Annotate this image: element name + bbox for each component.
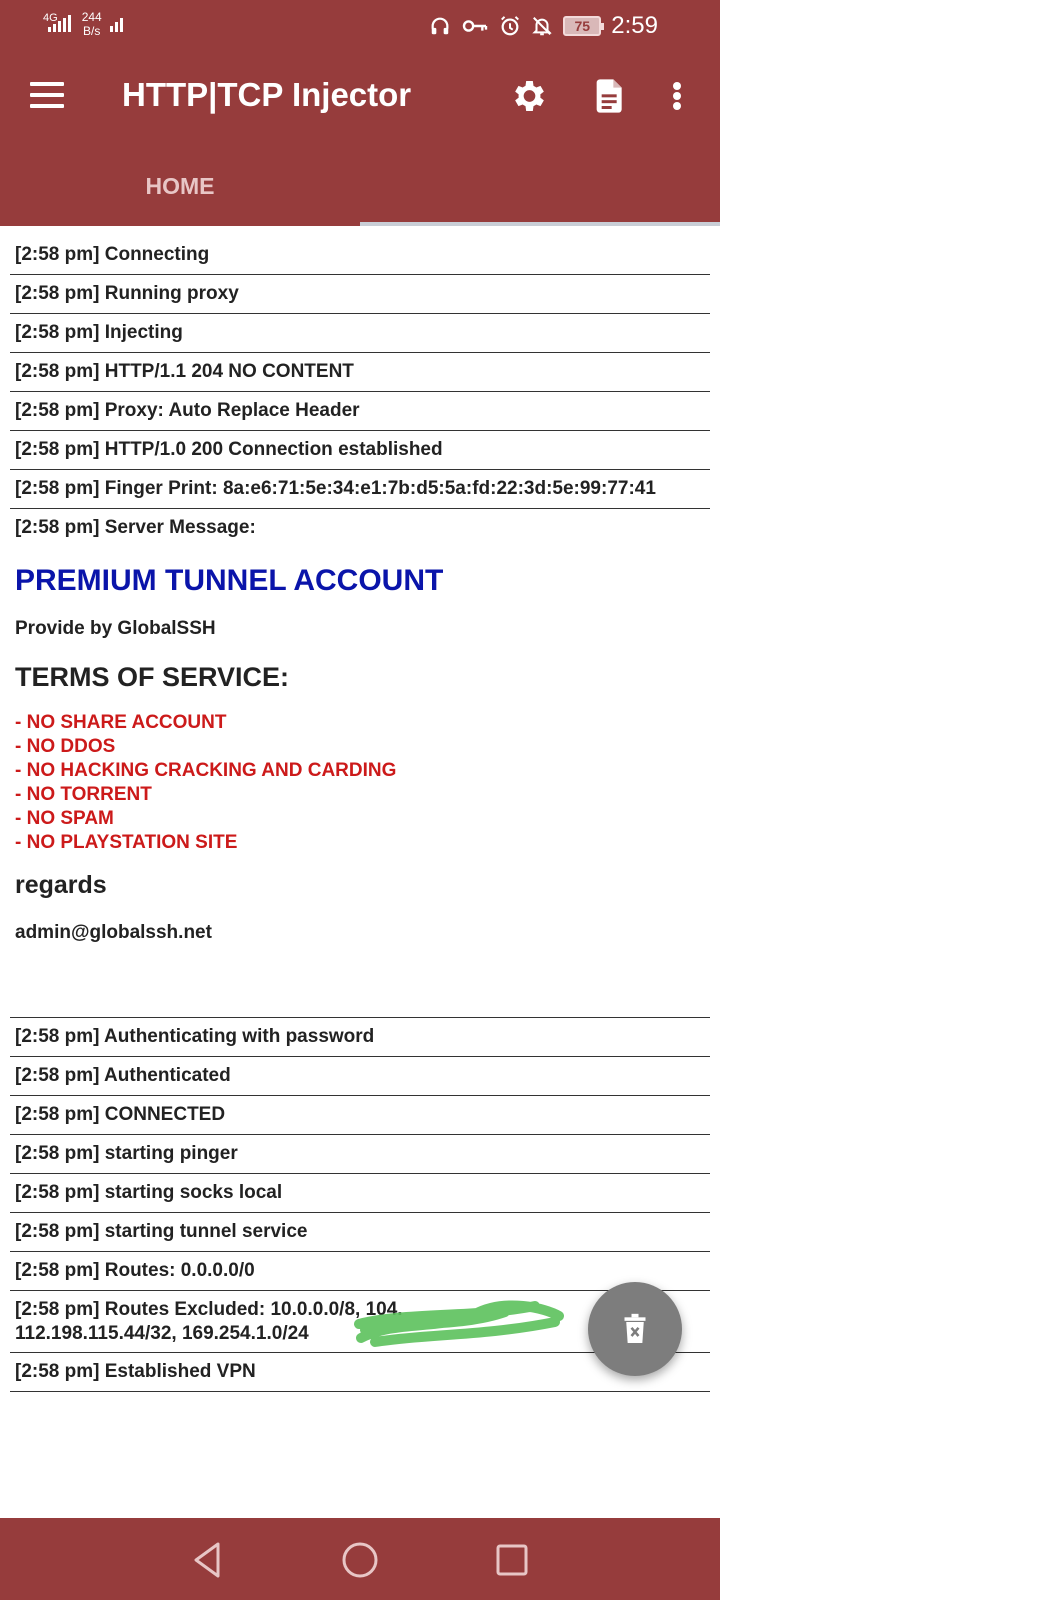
signal-2-icon (110, 14, 123, 32)
delete-icon (621, 1312, 649, 1346)
document-icon[interactable] (590, 76, 630, 116)
terms-item: - NO SHARE ACCOUNT (15, 712, 227, 733)
gear-icon[interactable] (508, 76, 548, 116)
terms-list (10, 711, 710, 855)
system-nav-bar (0, 1518, 720, 1600)
status-right (429, 12, 658, 40)
log-row: [2:58 pm] Established VPN (10, 1353, 710, 1392)
clear-log-button[interactable] (588, 1282, 682, 1376)
battery-indicator: 75 (563, 16, 601, 36)
message-title: PREMIUM TUNNEL ACCOUNT (15, 564, 444, 597)
routes-line-2: 112.198.115.44/32, 169.254.1.0/24 (15, 1323, 309, 1344)
headphones-icon (429, 15, 451, 37)
log-list[interactable] (10, 236, 710, 1392)
log-row: [2:58 pm] Proxy: Auto Replace Header (10, 392, 710, 431)
server-message (10, 509, 710, 1018)
terms-heading: TERMS OF SERVICE: (15, 662, 290, 692)
log-row: [2:58 pm] CONNECTED (10, 1096, 710, 1135)
status-left (43, 10, 123, 38)
message-email: admin@globalssh.net (15, 922, 212, 943)
vpn-key-icon (461, 15, 489, 37)
status-clock: 2:59 (611, 12, 658, 39)
log-row: [2:58 pm] Authenticating with password (10, 1018, 710, 1057)
log-row: [2:58 pm] Routes: 0.0.0.0/0 (10, 1252, 710, 1291)
back-icon[interactable] (186, 1538, 230, 1582)
status-bar (0, 0, 720, 50)
log-row: [2:58 pm] Finger Print: 8a:e6:71:5e:34:e1:7b:d5:5a:fd:22:3d:5e:99:77:41 (10, 470, 710, 509)
tab-indicator (360, 222, 720, 226)
mute-bell-icon (531, 15, 553, 37)
toolbar (0, 56, 720, 136)
log-row: [2:58 pm] HTTP/1.1 204 NO CONTENT (10, 353, 710, 392)
log-row: [2:58 pm] HTTP/1.0 200 Connection established (10, 431, 710, 470)
terms-item: - NO PLAYSTATION SITE (15, 832, 238, 853)
network-type: 4G (43, 12, 58, 24)
log-row: [2:58 pm] Injecting (10, 314, 710, 353)
server-message-header: [2:58 pm] Server Message: (15, 517, 256, 538)
log-row: [2:58 pm] Connecting (10, 236, 710, 275)
log-row: [2:58 pm] starting socks local (10, 1174, 710, 1213)
menu-icon[interactable] (30, 82, 64, 108)
message-provider: Provide by GlobalSSH (15, 618, 216, 639)
log-row: [2:58 pm] Authenticated (10, 1057, 710, 1096)
alarm-icon (499, 15, 521, 37)
terms-item: - NO DDOS (15, 736, 116, 757)
tab-log[interactable]: LOG (685, 409, 735, 435)
terms-item: - NO SPAM (15, 808, 114, 829)
redaction-scribble (355, 1300, 565, 1348)
routes-line-1: [2:58 pm] Routes Excluded: 10.0.0.0/8, 104. (15, 1299, 403, 1320)
home-circle-icon[interactable] (338, 1538, 382, 1582)
message-regards: regards (15, 871, 107, 899)
terms-item: - NO TORRENT (15, 784, 152, 805)
log-row: [2:58 pm] Running proxy (10, 275, 710, 314)
recents-square-icon[interactable] (490, 1538, 534, 1582)
log-row: [2:58 pm] starting tunnel service (10, 1213, 710, 1252)
more-vert-icon[interactable] (662, 76, 692, 116)
net-speed-unit: B/s (83, 24, 101, 38)
network-speed (82, 10, 102, 38)
log-row: [2:58 pm] starting pinger (10, 1135, 710, 1174)
tab-home[interactable]: HOME (145, 173, 215, 199)
net-speed-value: 244 (81, 10, 102, 24)
terms-item: - NO HACKING CRACKING AND CARDING (15, 760, 397, 781)
app-title: HTTP|TCP Injector (122, 76, 412, 113)
